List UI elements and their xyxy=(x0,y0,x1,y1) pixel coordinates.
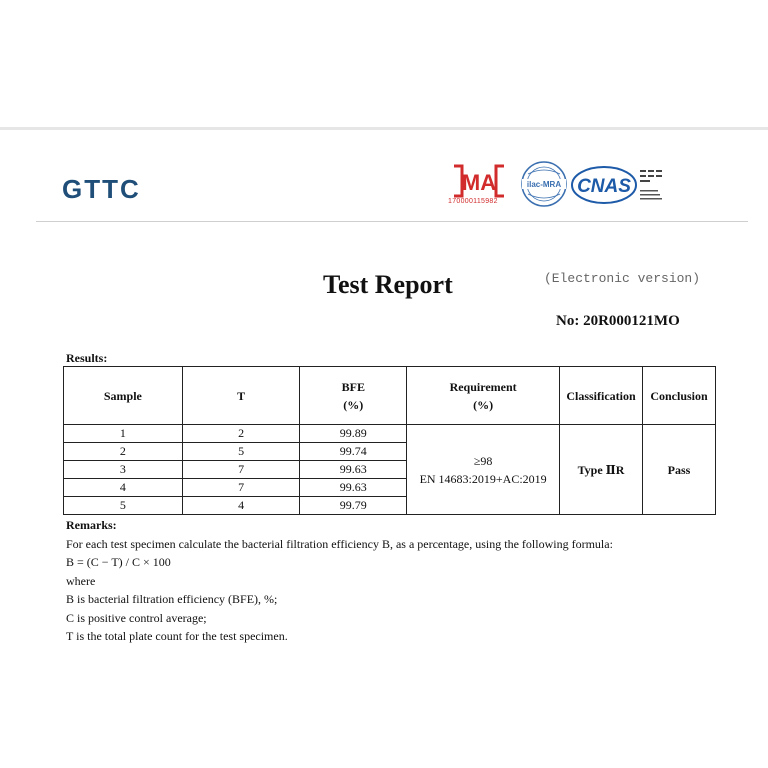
cell-bfe: 99.63 xyxy=(300,479,407,497)
remarks-formula: B = (C − T) / C × 100 xyxy=(66,555,171,569)
cell-sample: 4 xyxy=(64,479,183,497)
report-title: Test Report xyxy=(323,270,453,299)
col-t: T xyxy=(182,367,300,425)
cell-requirement xyxy=(407,425,560,515)
remarks-line: For each test specimen calculate the bacterial filtration efficiency B, as a percentage, using the following formula: xyxy=(66,536,613,551)
cell-t: 7 xyxy=(182,479,300,497)
col-classification: Classification xyxy=(560,367,643,425)
remarks-line: B is bacterial filtration efficiency (BFE), %; xyxy=(66,592,278,606)
remarks-line: C is positive control average; xyxy=(66,610,207,625)
accreditation-logos xyxy=(448,158,668,210)
cell-bfe: 99.89 xyxy=(300,425,407,443)
remarks-line: T is the total plate count for the test specimen. xyxy=(66,629,288,643)
cell-classification: Type ⅡR xyxy=(560,425,643,515)
table-header-row xyxy=(64,367,716,425)
col-bfe-label: BFE xyxy=(341,379,365,394)
remarks-section xyxy=(66,516,613,646)
results-table xyxy=(63,366,716,515)
cell-sample: 1 xyxy=(64,425,183,443)
cnas-text: CNAS xyxy=(577,176,631,197)
col-requirement xyxy=(407,367,560,425)
cnas-logo xyxy=(570,164,668,206)
requirement-value: ≥98 xyxy=(473,453,493,468)
col-bfe xyxy=(300,367,407,425)
cma-text: MA xyxy=(461,170,497,195)
ilac-text: ilac-MRA xyxy=(526,180,562,189)
results-label: Results: xyxy=(66,351,108,365)
cma-number: 170000115982 xyxy=(448,198,498,205)
ilac-mra-logo xyxy=(520,160,568,208)
remarks-title: Remarks: xyxy=(66,518,117,532)
report-number: No: 20R000121MO xyxy=(556,313,680,329)
requirement-standard: EN 14683:2019+AC:2019 xyxy=(419,471,547,486)
col-bfe-unit: (%) xyxy=(343,397,364,412)
col-conclusion: Conclusion xyxy=(643,367,716,425)
col-requirement-unit: (%) xyxy=(473,397,494,412)
cell-bfe: 99.63 xyxy=(300,461,407,479)
col-sample: Sample xyxy=(64,367,183,425)
remarks-line: where xyxy=(66,573,96,588)
cell-bfe: 99.79 xyxy=(300,497,407,515)
cell-t: 4 xyxy=(182,497,300,515)
electronic-version-note: (Electronic version) xyxy=(544,271,701,286)
cell-sample: 3 xyxy=(64,461,183,479)
table-row xyxy=(64,425,716,443)
cell-bfe: 99.74 xyxy=(300,443,407,461)
col-requirement-label: Requirement xyxy=(449,379,517,394)
cell-sample: 2 xyxy=(64,443,183,461)
cell-conclusion: Pass xyxy=(643,425,716,515)
cell-t: 7 xyxy=(182,461,300,479)
gttc-logo-text: GTTC xyxy=(62,174,141,204)
cell-t: 2 xyxy=(182,425,300,443)
top-divider xyxy=(0,127,768,130)
header-divider xyxy=(36,221,748,222)
cell-t: 5 xyxy=(182,443,300,461)
cell-sample: 5 xyxy=(64,497,183,515)
